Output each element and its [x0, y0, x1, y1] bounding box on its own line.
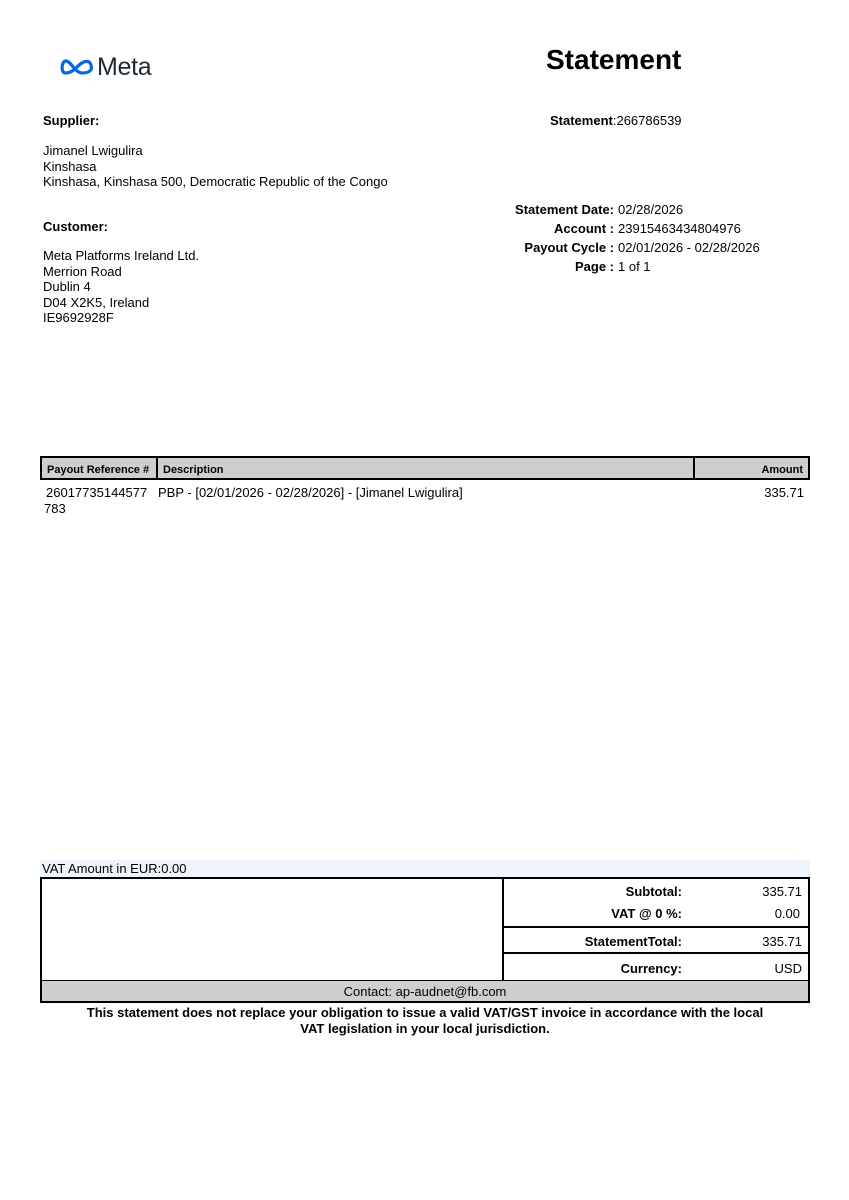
header-description: Description	[158, 458, 695, 478]
meta-label: Account :	[554, 221, 614, 236]
subtotal-value: 335.71	[762, 884, 802, 899]
table-header	[40, 456, 810, 480]
vat-value: 0.00	[774, 906, 800, 921]
meta-label: Page :	[574, 259, 614, 274]
statement-number-value: :266786539	[612, 113, 682, 128]
customer-line: Meta Platforms Ireland Ltd.	[43, 248, 200, 263]
meta-label: Statement Date:	[515, 202, 614, 217]
meta-value: 1 of 1	[618, 259, 651, 274]
statement-number	[550, 113, 682, 128]
customer-address	[43, 248, 199, 326]
supplier-line: Jimanel Lwigulira	[43, 143, 143, 158]
vat-amount-line	[40, 860, 810, 877]
total-label: StatementTotal:	[584, 934, 682, 949]
customer-line: IE9692928F	[43, 310, 114, 325]
header-payout-ref: Payout Reference #	[42, 458, 158, 478]
vat-label: VAT @ 0 %:	[611, 906, 682, 921]
customer-line: Merrion Road	[43, 263, 122, 279]
disclaimer	[40, 1005, 810, 1037]
subtotal-label: Subtotal:	[625, 884, 682, 899]
logo-wordmark: Meta	[97, 52, 152, 81]
payout-table	[40, 456, 810, 516]
statement-number-label: Statement	[550, 113, 613, 128]
header-amount: Amount	[761, 464, 803, 476]
summary-box	[40, 877, 810, 982]
cell-amount: 335.71	[764, 485, 804, 500]
supplier-heading: Supplier:	[43, 113, 100, 128]
meta-row-date	[480, 200, 760, 219]
meta-value: 02/28/2026	[618, 202, 684, 217]
meta-row-account	[480, 219, 760, 238]
meta-value: 02/01/2026 - 02/28/2026	[618, 240, 760, 255]
disclaimer-line: VAT legislation in your local jurisdiction.	[300, 1021, 550, 1036]
summary-blank-area	[42, 879, 504, 980]
disclaimer-line: This statement does not replace your obligation to issue a valid VAT/GST invoice in accordance with the local	[86, 1005, 764, 1020]
supplier-line: Kinshasa, Kinshasa 500, Democratic Republic of the Congo	[43, 174, 388, 189]
payout-ref-line: 783	[44, 500, 66, 516]
meta-row-page	[480, 257, 760, 276]
customer-line: D04 X2K5, Ireland	[43, 294, 150, 310]
table-row	[40, 480, 810, 516]
currency-value: USD	[774, 961, 802, 976]
meta-row-payout-cycle	[480, 238, 760, 257]
supplier-line: Kinshasa	[43, 158, 97, 174]
customer-heading: Customer:	[43, 219, 109, 234]
contact-bar: Contact: ap-audnet@fb.com	[40, 981, 810, 1003]
meta-infinity-icon	[60, 57, 94, 77]
vat-amount-text: VAT Amount in EUR:0.00	[42, 861, 187, 876]
document-title: Statement	[546, 44, 682, 75]
cell-payout-ref	[40, 485, 156, 516]
statement-meta	[480, 200, 760, 276]
customer-line: Dublin 4	[43, 279, 91, 294]
total-value: 335.71	[762, 934, 802, 949]
meta-value: 23915463434804976	[618, 221, 741, 236]
meta-label: Payout Cycle :	[524, 240, 614, 255]
currency-label: Currency:	[620, 961, 682, 976]
meta-logo	[60, 52, 151, 82]
payout-ref-line: 26017735144577	[46, 485, 148, 500]
summary-divider	[504, 926, 808, 928]
summary-divider	[504, 952, 808, 954]
supplier-address	[43, 143, 388, 190]
cell-description: PBP - [02/01/2026 - 02/28/2026] - [Jimanel Lwigulira]	[158, 485, 463, 500]
